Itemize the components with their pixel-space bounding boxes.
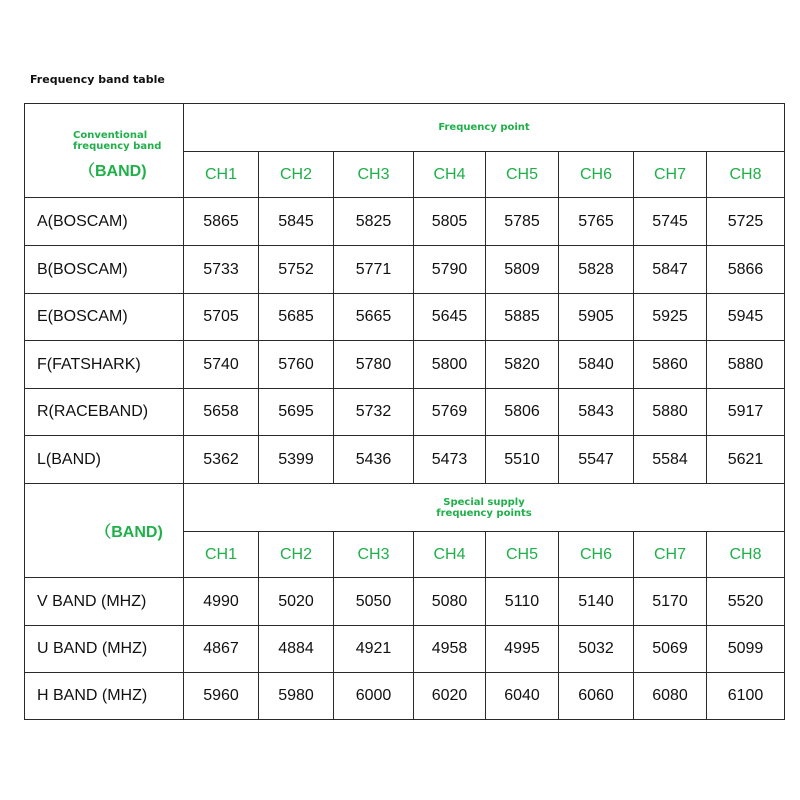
channel-header-ch6: CH6	[559, 532, 634, 578]
band-label: （BAND)	[79, 163, 147, 180]
frequency-cell: 5745	[634, 198, 707, 246]
band-name-cell: L(BAND)	[25, 436, 184, 484]
frequency-cell: 5860	[634, 341, 707, 389]
frequency-cell: 6100	[707, 673, 785, 720]
frequency-cell: 5170	[634, 578, 707, 626]
frequency-cell: 5840	[559, 341, 634, 389]
frequency-cell: 4867	[184, 626, 259, 673]
frequency-cell: 5769	[414, 389, 486, 436]
band-name-cell: A(BOSCAM)	[25, 198, 184, 246]
frequency-cell: 6060	[559, 673, 634, 720]
table-row	[25, 294, 785, 341]
table-row	[25, 246, 785, 294]
conventional-band-header-cell	[25, 104, 184, 198]
channel-header-ch8: CH8	[707, 532, 785, 578]
table-row	[25, 389, 785, 436]
frequency-cell: 5520	[707, 578, 785, 626]
frequency-cell: 5658	[184, 389, 259, 436]
frequency-band-table	[24, 103, 785, 720]
page-title: Frequency band table	[30, 73, 165, 86]
special-supply-header	[184, 484, 785, 532]
frequency-cell: 5473	[414, 436, 486, 484]
frequency-cell: 5843	[559, 389, 634, 436]
frequency-cell: 5866	[707, 246, 785, 294]
channel-header-ch8: CH8	[707, 152, 785, 198]
frequency-cell: 5725	[707, 198, 785, 246]
frequency-cell: 5436	[334, 436, 414, 484]
band-name-cell: H BAND (MHZ)	[25, 673, 184, 720]
band-name-cell: B(BOSCAM)	[25, 246, 184, 294]
frequency-cell: 5765	[559, 198, 634, 246]
conventional-label: Conventional	[73, 130, 148, 141]
frequency-cell: 5685	[259, 294, 334, 341]
channel-header-ch5: CH5	[486, 532, 559, 578]
frequency-cell: 5621	[707, 436, 785, 484]
frequency-cell: 5785	[486, 198, 559, 246]
frequency-cell: 5847	[634, 246, 707, 294]
frequency-cell: 5080	[414, 578, 486, 626]
frequency-cell: 5099	[707, 626, 785, 673]
frequency-cell: 5584	[634, 436, 707, 484]
channel-header-ch1: CH1	[184, 152, 259, 198]
frequency-cell: 5820	[486, 341, 559, 389]
band-name-cell: V BAND (MHZ)	[25, 578, 184, 626]
band-name-cell: E(BOSCAM)	[25, 294, 184, 341]
frequency-cell: 5825	[334, 198, 414, 246]
channel-header-ch4: CH4	[414, 532, 486, 578]
frequency-cell: 5645	[414, 294, 486, 341]
frequency-cell: 5800	[414, 341, 486, 389]
frequency-cell: 5960	[184, 673, 259, 720]
frequency-cell: 5399	[259, 436, 334, 484]
table-row	[25, 341, 785, 389]
frequency-cell: 5780	[334, 341, 414, 389]
frequency-cell: 5732	[334, 389, 414, 436]
frequency-cell: 4958	[414, 626, 486, 673]
special-band-header-cell	[25, 484, 184, 578]
frequency-cell: 5050	[334, 578, 414, 626]
frequency-cell: 5110	[486, 578, 559, 626]
frequency-cell: 5905	[559, 294, 634, 341]
channel-header-ch2: CH2	[259, 532, 334, 578]
frequency-cell: 5705	[184, 294, 259, 341]
table-row	[25, 436, 785, 484]
frequency-cell: 5760	[259, 341, 334, 389]
frequency-cell: 6040	[486, 673, 559, 720]
frequency-cell: 4990	[184, 578, 259, 626]
frequency-cell: 4884	[259, 626, 334, 673]
frequency-cell: 5880	[707, 341, 785, 389]
channel-header-ch3: CH3	[334, 152, 414, 198]
frequency-cell: 5945	[707, 294, 785, 341]
band-name-cell: R(RACEBAND)	[25, 389, 184, 436]
table-row	[25, 578, 785, 626]
frequency-cell: 5740	[184, 341, 259, 389]
frequency-cell: 5771	[334, 246, 414, 294]
frequency-cell: 4995	[486, 626, 559, 673]
channel-header-ch6: CH6	[559, 152, 634, 198]
frequency-cell: 5362	[184, 436, 259, 484]
frequency-cell: 5665	[334, 294, 414, 341]
frequency-cell: 5885	[486, 294, 559, 341]
frequency-cell: 5069	[634, 626, 707, 673]
frequency-cell: 5032	[559, 626, 634, 673]
frequency-cell: 5752	[259, 246, 334, 294]
frequency-cell: 5805	[414, 198, 486, 246]
frequency-cell: 6020	[414, 673, 486, 720]
frequency-cell: 5020	[259, 578, 334, 626]
channel-header-ch3: CH3	[334, 532, 414, 578]
special-supply-label: Special supply	[443, 496, 525, 508]
frequency-cell: 5547	[559, 436, 634, 484]
frequency-cell: 5806	[486, 389, 559, 436]
frequency-cell: 5695	[259, 389, 334, 436]
channel-header-ch2: CH2	[259, 152, 334, 198]
frequency-cell: 5917	[707, 389, 785, 436]
table-row	[25, 673, 785, 720]
frequency-cell: 5865	[184, 198, 259, 246]
frequency-cell: 5925	[634, 294, 707, 341]
band-label: （BAND)	[95, 524, 163, 541]
frequency-band-label: frequency band	[73, 141, 162, 152]
channel-header-ch1: CH1	[184, 532, 259, 578]
frequency-cell: 4921	[334, 626, 414, 673]
table-row	[25, 198, 785, 246]
band-name-cell: F(FATSHARK)	[25, 341, 184, 389]
table-row	[25, 626, 785, 673]
frequency-cell: 5845	[259, 198, 334, 246]
channel-header-ch5: CH5	[486, 152, 559, 198]
channel-header-ch4: CH4	[414, 152, 486, 198]
frequency-cell: 5733	[184, 246, 259, 294]
frequency-cell: 5980	[259, 673, 334, 720]
frequency-cell: 5880	[634, 389, 707, 436]
band-name-cell: U BAND (MHZ)	[25, 626, 184, 673]
frequency-cell: 6000	[334, 673, 414, 720]
frequency-cell: 5828	[559, 246, 634, 294]
frequency-point-header: Frequency point	[184, 104, 785, 152]
channel-header-ch7: CH7	[634, 152, 707, 198]
special-frequency-points-label: frequency points	[436, 507, 532, 519]
frequency-cell: 6080	[634, 673, 707, 720]
frequency-cell: 5510	[486, 436, 559, 484]
frequency-cell: 5809	[486, 246, 559, 294]
frequency-cell: 5140	[559, 578, 634, 626]
frequency-cell: 5790	[414, 246, 486, 294]
channel-header-ch7: CH7	[634, 532, 707, 578]
